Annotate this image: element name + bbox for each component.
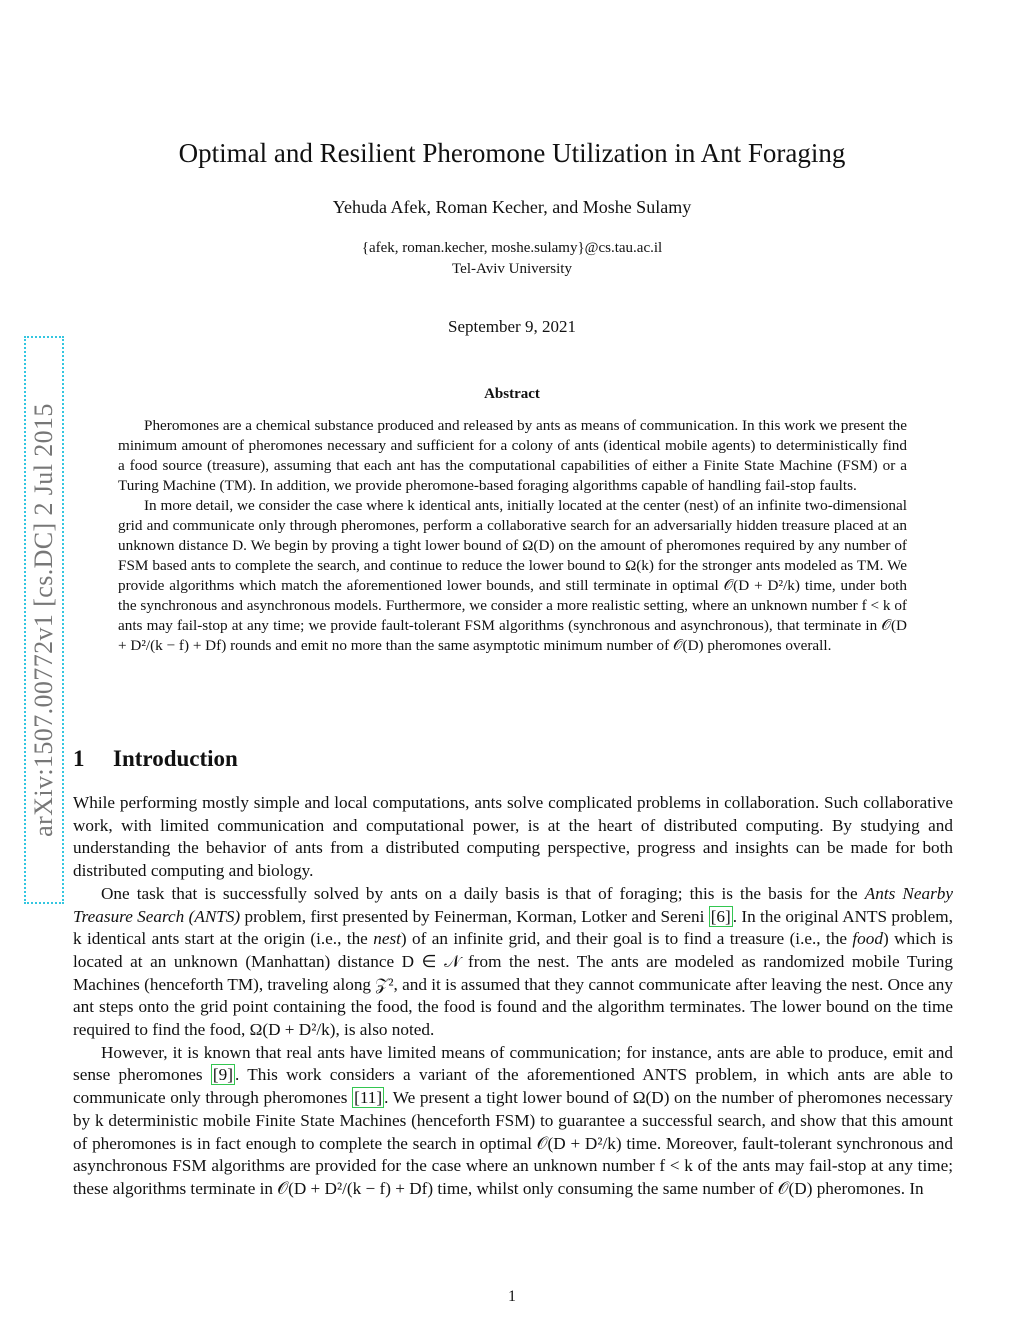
section-heading bbox=[73, 746, 238, 772]
citation-link[interactable]: [6] bbox=[710, 906, 731, 926]
page-number: 1 bbox=[508, 1288, 516, 1305]
abstract bbox=[118, 416, 907, 656]
author-list: Yehuda Afek, Roman Kecher, and Moshe Sulamy bbox=[332, 197, 692, 217]
institution: Tel-Aviv University bbox=[452, 261, 572, 277]
paper-date: September 9, 2021 bbox=[448, 317, 576, 336]
author-emails: {afek, roman.kecher, moshe.sulamy}@cs.tau.ac.il bbox=[361, 240, 663, 256]
section-number: 1 bbox=[73, 746, 85, 771]
emphasis-nest: nest bbox=[373, 929, 401, 949]
paper-title: Optimal and Resilient Pheromone Utilization in Ant Foraging bbox=[178, 138, 846, 168]
body-paragraph: However, it is known that real ants have limited means of communication; for instance, ants are able to produce, emit and sense pheromones [9] . This work considers a variant of the aforementioned ANTS problem, in which ants are able to communicate only through pheromones [11] . We present a tight lower bound of Ω(D) on the number of pheromones necessary by k deterministic mobile Finite State Machines (henceforth FSM) to guarantee a successful search, and show that this amount of pheromones is in fact enough to complete the search in optimal 𝒪(D + D²/k) time. Moreover, fault-tolerant synchronous and asynchronous FSM algorithms are provided for the case where an unknown number f < k of the ants may fail-stop at any time; these algorithms terminate in 𝒪(D + D²/(k − f) + Df) time, whilst only consuming the same number of 𝒪(D) pheromones. In bbox=[73, 1042, 953, 1198]
citation-link[interactable]: [11] bbox=[354, 1088, 383, 1108]
ants-problem-name: Ants Nearby Treasure Search (ANTS) bbox=[73, 883, 953, 926]
abstract-paragraph: Pheromones are a chemical substance produced and released by ants as means of communication. In this work we present the minimum amount of pheromones necessary and sufficient for a colony of ants (identical mobile agents) to deterministically find a food source (treasure), assuming that each ant has the computational capabilities of either a Finite State Machine (FSM) or a Turing Machine (TM). In addition, we provide pheromone-based foraging algorithms capable of handling fail-stop faults. bbox=[118, 417, 907, 494]
abstract-heading: Abstract bbox=[484, 386, 540, 402]
body-paragraph: One task that is successfully solved by ants on a daily basis is that of foraging; this is the basis for the Ants Nearby Treasure Search (ANTS) problem, first presented by Feinerman, Korman, Lotker and Sereni [6] . In the original ANTS problem, k identical ants start at the origin (i.e., the nest) of an infinite grid, and their goal is to find a treasure (i.e., the food) which is located at an unknown (Manhattan) distance D ∈ 𝒩 from the nest. The ants are modeled as randomized mobile Turing Machines (henceforth TM), traveling along 𝒵², and it is assumed that they cannot communicate after leaving the nest. Once any ant steps onto the grid point containing the food, the food is found and the algorithm terminates. The lower bound on the time required to find the food, Ω(D + D²/k), is also noted. bbox=[73, 883, 953, 1040]
body-paragraph: While performing mostly simple and local computations, ants solve complicated problems in collaboration. Such collaborative work, with limited communication and computational power, is at the heart of distributed computing. By studying and understanding the behavior of ants from a distributed computing perspective, progress and insights can be made for both distributed computing and biology. bbox=[73, 793, 953, 881]
citation-link[interactable]: [9] bbox=[212, 1065, 233, 1085]
arxiv-identifier: arXiv:1507.00772v1 [cs.DC] 2 Jul 2015 bbox=[29, 403, 58, 837]
abstract-paragraph: In more detail, we consider the case where k identical ants, initially located at the center (nest) of an infinite two-dimensional grid and communicate only through pheromones, perform a collaborative search for an adversarially hidden treasure placed at an unknown distance D. We begin by proving a tight lower bound of Ω(D) on the amount of pheromones required by any number of FSM based ants to complete the search, and continue to reduce the lower bound to Ω(k) for the stronger ants modeled as TM. We provide algorithms which match the aforementioned lower bounds, and still terminate in optimal 𝒪(D + D²/k) time, under both the synchronous and asynchronous models. Furthermore, we consider a more realistic setting, where an unknown number f < k of ants may fail-stop at any time; we provide fault-tolerant FSM algorithms (synchronous and asynchronous), that terminate in 𝒪(D + D²/(k − f) + Df) rounds and emit no more than the same asymptotic minimum number of 𝒪(D) pheromones overall. bbox=[118, 497, 907, 654]
body-text bbox=[73, 792, 953, 1201]
arxiv-stamp bbox=[24, 336, 64, 904]
section-title: Introduction bbox=[113, 746, 238, 771]
emphasis-food: food bbox=[852, 929, 883, 949]
affiliation bbox=[0, 238, 1024, 280]
